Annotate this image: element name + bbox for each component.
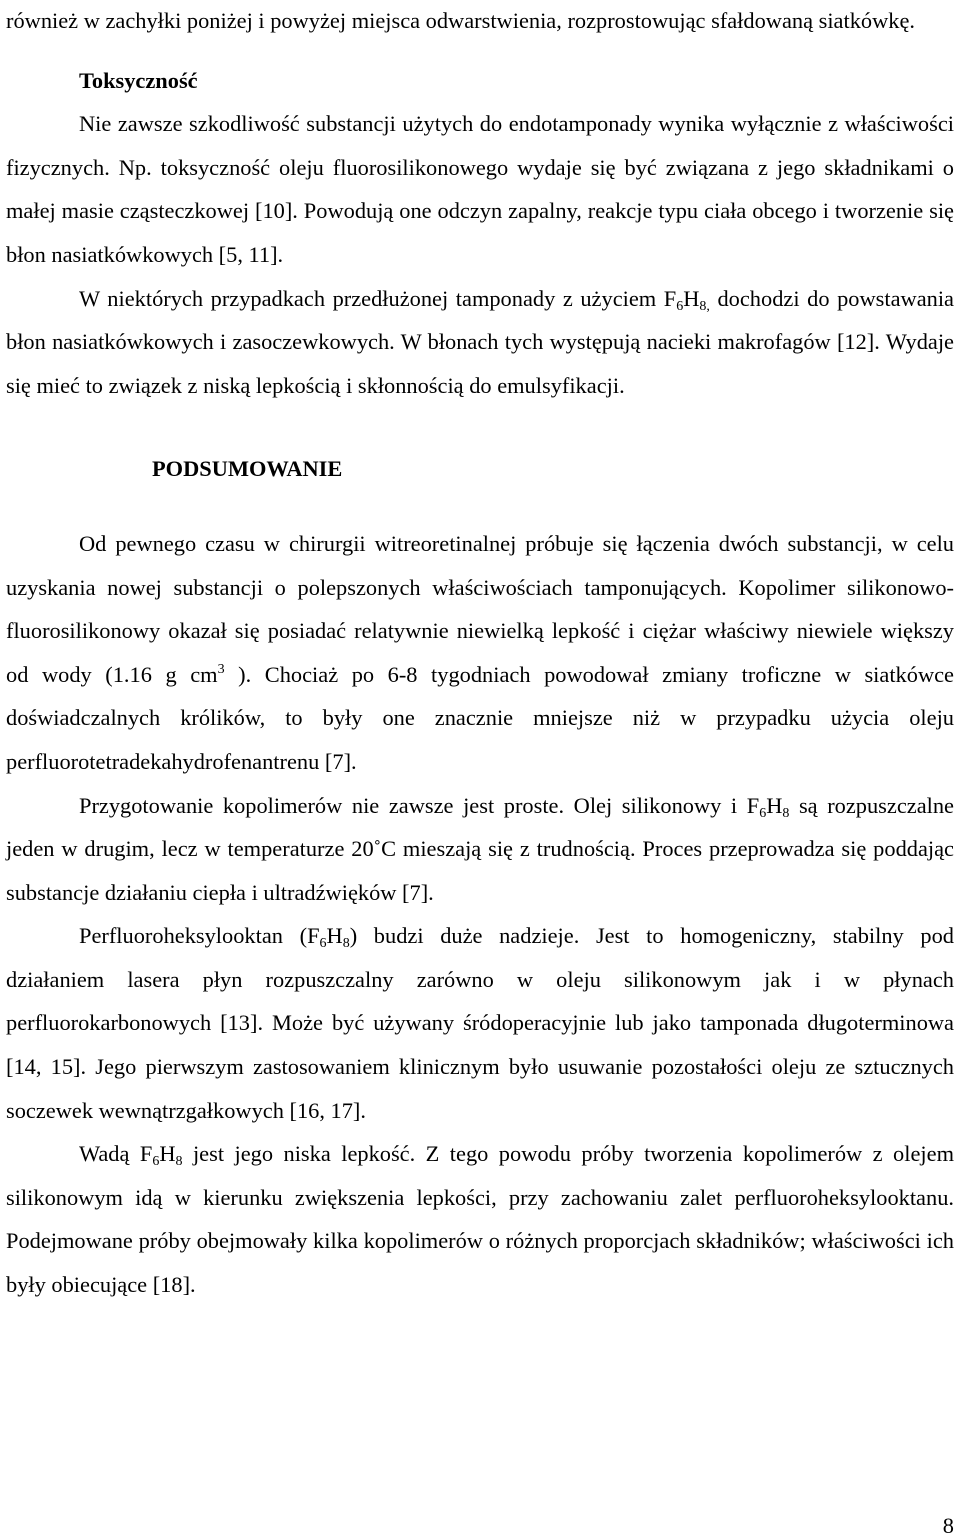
toxicity-paragraph-2: W niektórych przypadkach przedłużonej tamponady z użyciem $F_6H_{8,}$ dochodzi do powstawania błon nasiatkówkowych i zasoczewkowych. W błonach tych występują nacieki makrofagów [12]. Wydaje się mieć to związek z niską lepkością i skłonnością do emulsyfikacji. [6,285,954,398]
toxicity-paragraph-1: Nie zawsze szkodliwość substancji użytych do endotamponady wynika wyłącznie z właściwości fizycznych. Np. toksyczność oleju fluorosilikonowego wydaje się być związana z jego składnikami o małej masie cząsteczkowej [10]. Powodują one odczyn zapalny, reakcje typu ciała obcego i tworzenie się błon nasiatkówkowych [5, 11]. [6,111,954,267]
summary-paragraph-4: Wadą $F_6H_8$ jest jego niska lepkość. Z tego powodu próby tworzenia kopolimerów z olejem silikonowym idą w kierunku zwiększenia lepkości, przy zachowaniu zalet perfluoroheksylooktanu. Podejmowane próby obejmowały kilka kopolimerów o różnych proporcjach składników; właściwości ich były obiecujące [18]. [6,1141,954,1298]
summary-paragraph-1: Od pewnego czasu w chirurgii witreoretinalnej próbuje się łączenia dwóch substancji, w celu uzyskania nowej substancji o polepszonych właściwościach tamponujących. Kopolimer silikonowo-fluorosilikonowy okazał się posiadać relatywnie niewielką lepkość i ciężar właściwy niewiele większy od wody (1.16 g $cm^3$ ). Chociaż po 6-8 tygodniach powodował zmiany troficzne w siatkówce doświadczalnych królików, to były one znacznie mniejsze niż w przypadku użycia oleju perfluorotetradekahydrofenantrenu [7]. [6,530,954,774]
section-heading-toxicity: Toksyczność [79,67,198,93]
continued-paragraph: również w zachyłki poniżej i powyżej miejsca odwarstwienia, rozprostowując sfałdowaną siatkówkę. [6,8,916,33]
document-page [6,0,954,1307]
page-number: 8 [942,1513,954,1538]
section-heading-summary: PODSUMOWANIE [152,456,343,482]
summary-paragraph-3: Perfluoroheksylooktan $(F_6H_8)$ budzi duże nadzieje. Jest to homogeniczny, stabilny pod działaniem lasera płyn rozpuszczalny zarówno w oleju silikonowym jak i w płynach perfluorokarbonowych [13]. Może być używany śródoperacyjnie lub jako tamponada długoterminowa [14, 15]. Jego pierwszym zastosowaniem klinicznym było usuwanie pozostałości oleju ze sztucznych soczewek wewnątrzgałkowych [16, 17]. [6,923,954,1123]
summary-paragraph-2: Przygotowanie kopolimerów nie zawsze jest proste. Olej silikonowy i $F_6H_8$ są rozpuszczalne jeden w drugim, lecz w temperaturze 20˚C mieszają się z trudnością. Proces przeprowadza się poddając substancje działaniu ciepła i ultradźwięków [7]. [6,792,954,905]
